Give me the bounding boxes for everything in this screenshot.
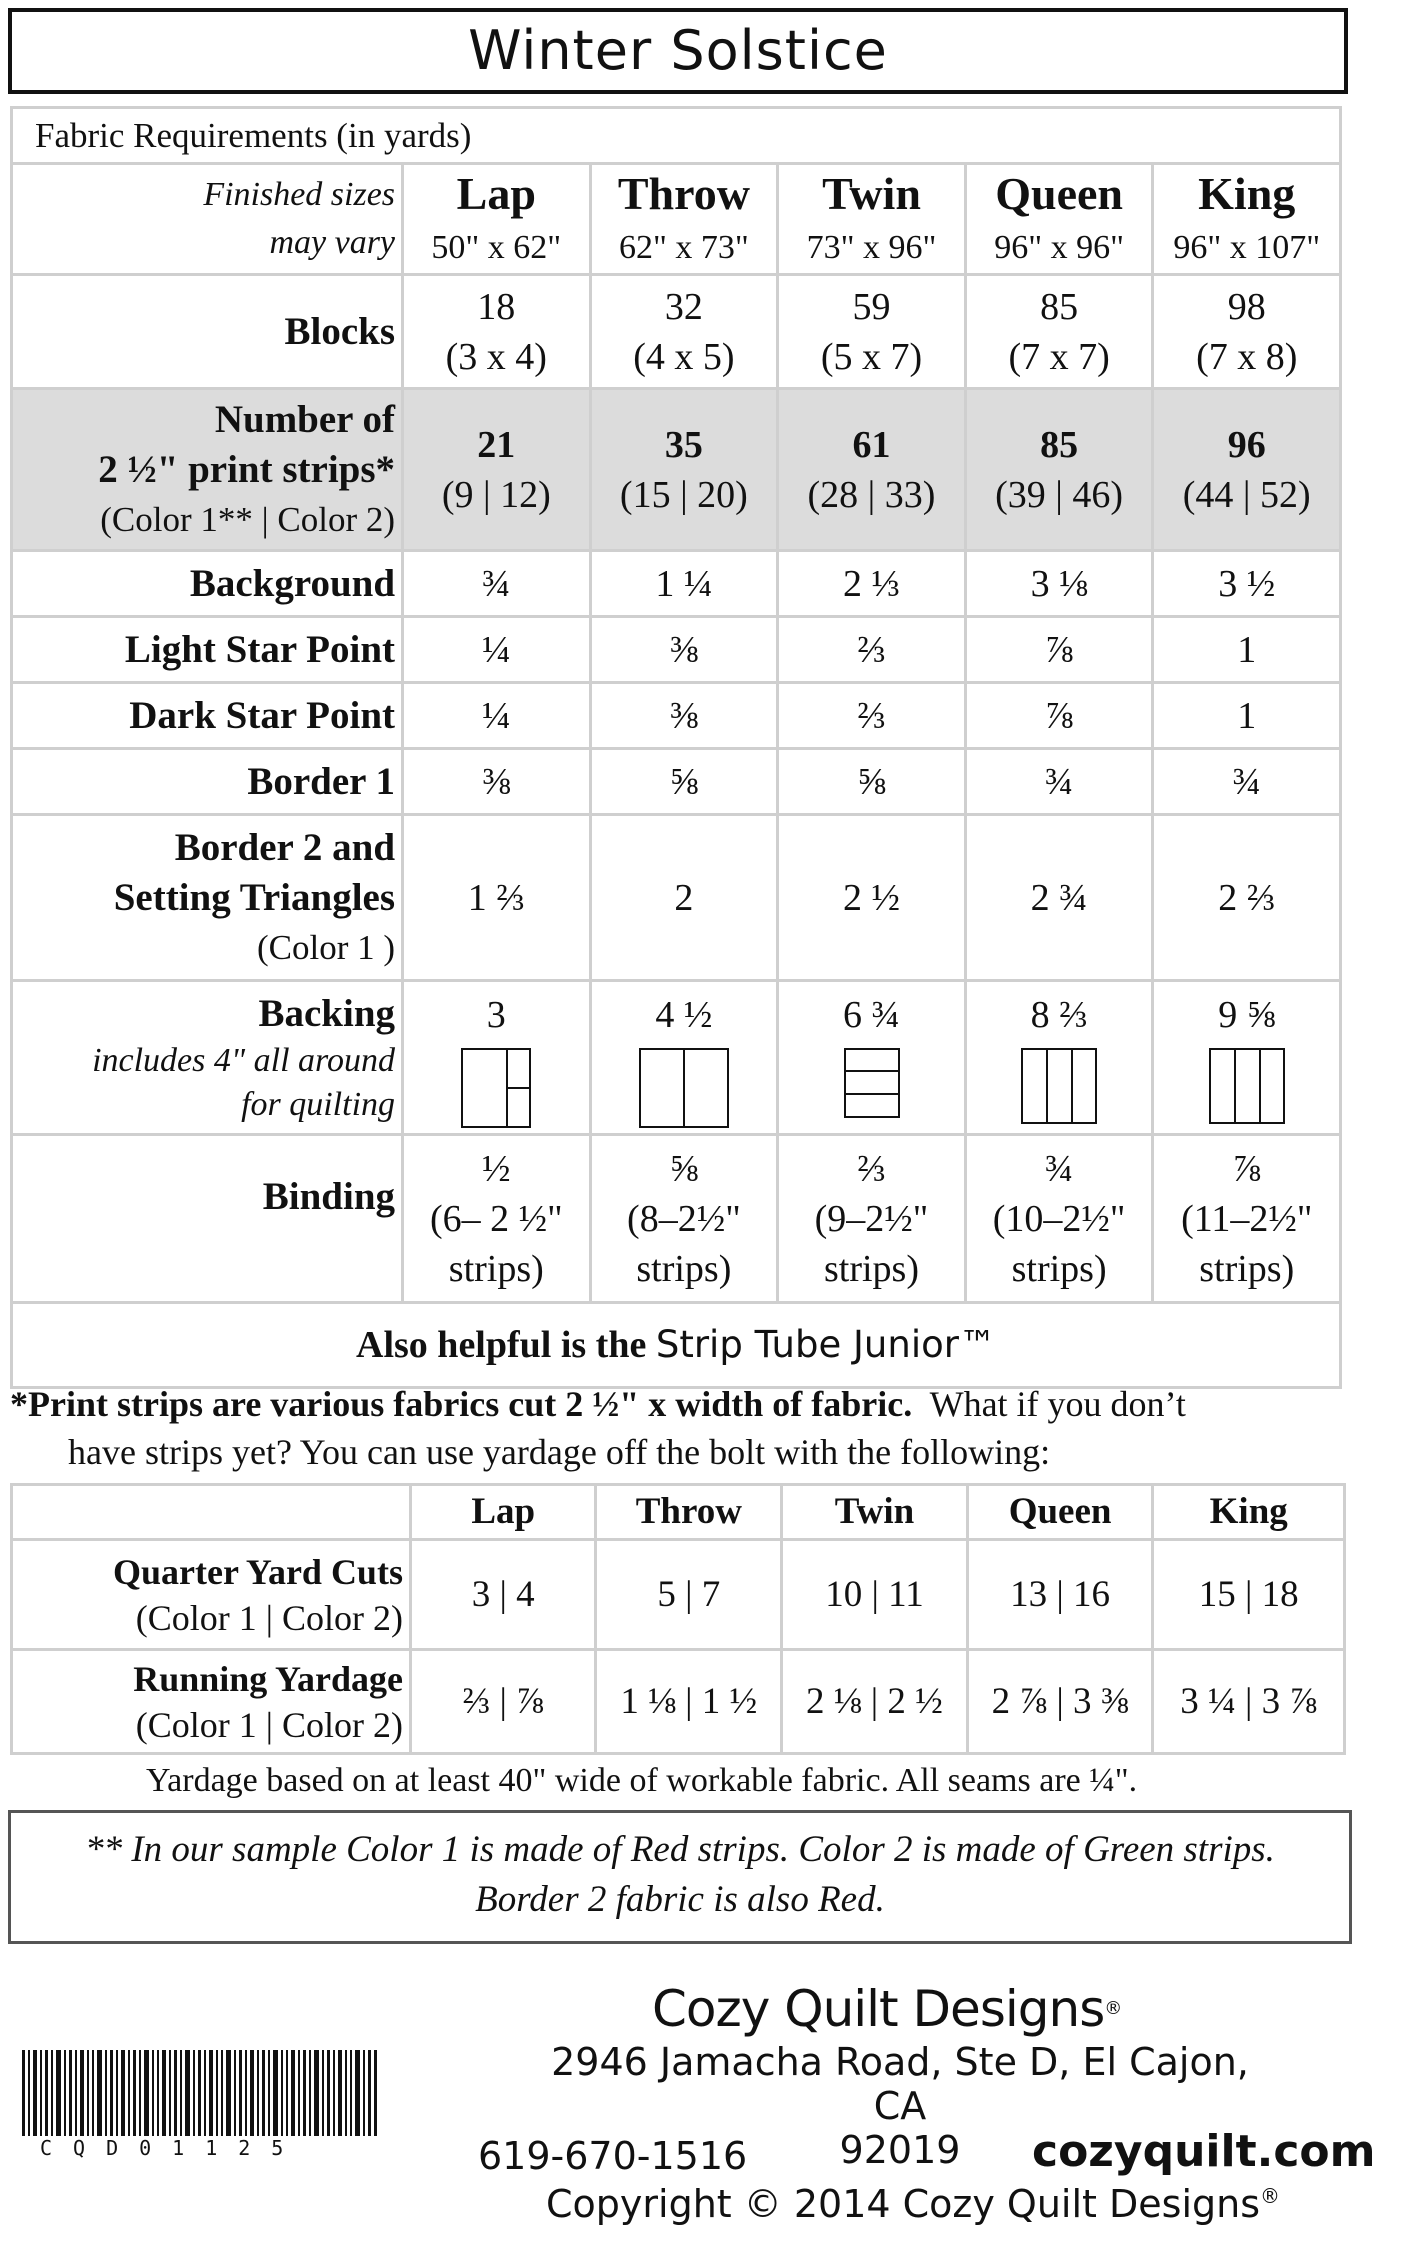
yardage-table xyxy=(10,1483,1346,1755)
fabric-row xyxy=(12,749,1341,815)
seams-note: Yardage based on at least 40" wide of workable fabric. All seams are ¼". xyxy=(146,1762,1138,1799)
table-cell: ⅞ (11–2½" strips) xyxy=(1153,1135,1341,1303)
fabric-row xyxy=(12,617,1341,683)
pattern-title: Winter Solstice xyxy=(468,19,888,82)
table-cell: 2 ½ xyxy=(778,815,966,981)
copyright: Copyright © 2014 Cozy Quilt Designs® xyxy=(546,2182,1281,2226)
row-label: Quarter Yard Cuts (Color 1 | Color 2) xyxy=(12,1540,411,1650)
backing-layout-icon xyxy=(1209,1048,1285,1124)
row-label: Background xyxy=(12,551,403,617)
column-header: Queen xyxy=(967,1485,1153,1540)
table-cell: 6 ¾ xyxy=(778,981,966,1135)
column-header: Twin xyxy=(782,1485,968,1540)
table-cell: 2 ⅛ | 2 ½ xyxy=(782,1650,968,1754)
sizes-row xyxy=(12,164,1341,275)
size-twin: Twin 73" x 96" xyxy=(778,164,966,275)
company-address: 2946 Jamacha Road, Ste D, El Cajon, CA 92019 xyxy=(551,2040,1249,2172)
table-cell: 2 ⅓ xyxy=(778,551,966,617)
size-queen: Queen 96" x 96" xyxy=(965,164,1153,275)
table-cell: 61 (28 | 33) xyxy=(778,389,966,551)
table-cell: 35 (15 | 20) xyxy=(590,389,778,551)
backing-row xyxy=(12,981,1341,1135)
table-cell: ⅜ xyxy=(590,683,778,749)
strips-row xyxy=(12,389,1341,551)
table-cell: 32 (4 x 5) xyxy=(590,275,778,389)
sample-note: ** In our sample Color 1 is made of Red strips. Color 2 is made of Green strips. Border 2 fabric is also Red. xyxy=(8,1810,1352,1944)
table-cell: ⅞ xyxy=(965,617,1153,683)
company-name: Cozy Quilt Designs® xyxy=(652,1980,1122,2038)
table-cell: 18 (3 x 4) xyxy=(403,275,591,389)
table-cell: 3 ½ xyxy=(1153,551,1341,617)
title-box xyxy=(8,8,1348,94)
table-cell: 1 ⅔ xyxy=(403,815,591,981)
backing-layout-icon xyxy=(461,1048,531,1128)
row-label: Light Star Point xyxy=(12,617,403,683)
size-throw: Throw 62" x 73" xyxy=(590,164,778,275)
table-cell: 85 (7 x 7) xyxy=(965,275,1153,389)
table-cell: 2 ⅔ xyxy=(1153,815,1341,981)
table-cell: 59 (5 x 7) xyxy=(778,275,966,389)
table-cell: ¼ xyxy=(403,683,591,749)
table-cell: 85 (39 | 46) xyxy=(965,389,1153,551)
table-cell: 13 | 16 xyxy=(967,1540,1153,1650)
table-cell: 5 | 7 xyxy=(596,1540,782,1650)
size-king: King 96" x 107" xyxy=(1153,164,1341,275)
table-cell: ⅔ xyxy=(778,617,966,683)
size-lap: Lap 50" x 62" xyxy=(403,164,591,275)
border2-label: Border 2 and Setting Triangles (Color 1 ) xyxy=(12,815,403,981)
helpful-note: Also helpful is the Strip Tube Junior™ xyxy=(12,1303,1341,1388)
table-cell: ¾ xyxy=(403,551,591,617)
fabric-row xyxy=(12,683,1341,749)
table-cell: ¾ xyxy=(965,749,1153,815)
column-header: King xyxy=(1153,1485,1345,1540)
table-cell: 1 xyxy=(1153,617,1341,683)
column-header: Throw xyxy=(596,1485,782,1540)
column-header: Lap xyxy=(410,1485,596,1540)
finished-note: Finished sizes may vary xyxy=(12,164,403,275)
strips-label: Number of 2 ½" print strips* (Color 1** | Color 2) xyxy=(12,389,403,551)
table-cell: ⅜ xyxy=(590,617,778,683)
blocks-label: Blocks xyxy=(12,275,403,389)
fabric-caption: Fabric Requirements (in yards) xyxy=(12,108,1341,164)
table-cell: 4 ½ xyxy=(590,981,778,1135)
table-row xyxy=(12,1540,1345,1650)
table-cell: ⅝ xyxy=(590,749,778,815)
table-cell: 98 (7 x 8) xyxy=(1153,275,1341,389)
barcode xyxy=(22,2050,378,2136)
table-cell: ⅔ (9–2½" strips) xyxy=(778,1135,966,1303)
table-row xyxy=(12,1650,1345,1754)
row-label: Border 1 xyxy=(12,749,403,815)
table-cell: 3 xyxy=(403,981,591,1135)
table-cell: ⅞ xyxy=(965,683,1153,749)
table-cell: 21 (9 | 12) xyxy=(403,389,591,551)
table-cell: 2 ¾ xyxy=(965,815,1153,981)
table-cell: 8 ⅔ xyxy=(965,981,1153,1135)
table-cell: 96 (44 | 52) xyxy=(1153,389,1341,551)
table-cell: 9 ⅝ xyxy=(1153,981,1341,1135)
table-cell: 2 ⅞ | 3 ⅜ xyxy=(967,1650,1153,1754)
table-cell: ⅔ | ⅞ xyxy=(410,1650,596,1754)
company-phone: 619-670-1516 xyxy=(478,2134,748,2178)
blocks-row xyxy=(12,275,1341,389)
barcode-text: CQD01125 xyxy=(40,2136,305,2160)
table-cell: 10 | 11 xyxy=(782,1540,968,1650)
table-cell: 2 xyxy=(590,815,778,981)
row-label: Running Yardage (Color 1 | Color 2) xyxy=(12,1650,411,1754)
table-cell: 1 xyxy=(1153,683,1341,749)
table-cell: 15 | 18 xyxy=(1153,1540,1345,1650)
border2-row xyxy=(12,815,1341,981)
table-cell: ⅝ xyxy=(778,749,966,815)
table-cell: 1 ⅛ | 1 ½ xyxy=(596,1650,782,1754)
table-cell: 3 | 4 xyxy=(410,1540,596,1650)
table-cell: ⅔ xyxy=(778,683,966,749)
backing-layout-icon xyxy=(1021,1048,1097,1124)
strip-tube-product: Strip Tube Junior™ xyxy=(655,1323,996,1366)
helpful-row xyxy=(12,1303,1341,1388)
table-cell: ¾ (10–2½" strips) xyxy=(965,1135,1153,1303)
binding-label: Binding xyxy=(12,1135,403,1303)
table-cell: 1 ¼ xyxy=(590,551,778,617)
fabric-requirements-table xyxy=(10,106,1342,1389)
table-cell: ½ (6– 2 ½" strips) xyxy=(403,1135,591,1303)
backing-label: Backing includes 4" all around for quilting xyxy=(12,981,403,1135)
backing-layout-icon xyxy=(844,1048,900,1118)
yardage-header-row xyxy=(12,1485,1345,1540)
fabric-row xyxy=(12,551,1341,617)
table-cell: ⅝ (8–2½" strips) xyxy=(590,1135,778,1303)
backing-layout-icon xyxy=(639,1048,729,1128)
table-cell: ⅜ xyxy=(403,749,591,815)
company-website[interactable]: cozyquilt.com xyxy=(1032,2126,1376,2177)
table-cell: ¾ xyxy=(1153,749,1341,815)
table-cell: ¼ xyxy=(403,617,591,683)
print-strips-note: *Print strips are various fabrics cut 2 ½" x width of fabric. What if you don’t have strips yet? You can use yardage off the bolt with the following: xyxy=(10,1384,1186,1472)
binding-row xyxy=(12,1135,1341,1303)
table-cell: 3 ¼ | 3 ⅞ xyxy=(1153,1650,1345,1754)
row-label: Dark Star Point xyxy=(12,683,403,749)
table-cell: 3 ⅛ xyxy=(965,551,1153,617)
